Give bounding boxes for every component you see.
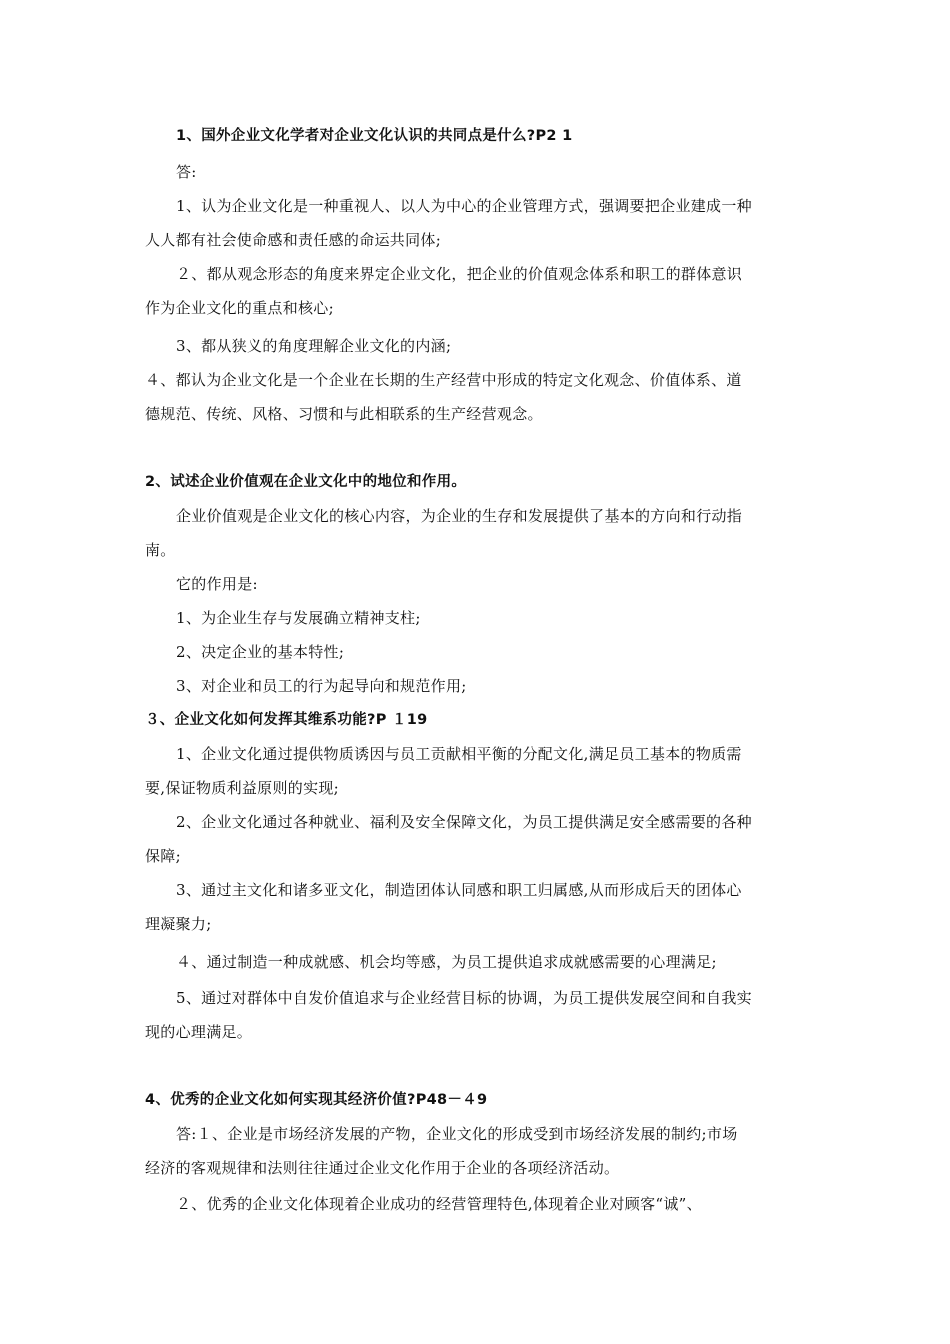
section1-p4-line2: 德规范、传统、风格、习惯和与此相联系的生产经营观念。 [145,405,543,423]
section3-title: ３、企业文化如何发挥其维系功能?P １19 [145,712,428,728]
section1-answer-label: 答: [176,163,197,181]
section3-p2-line2: 保障; [145,847,181,865]
section1-p1-line1: 1、认为企业文化是一种重视人、以人为中心的企业管理方式，强调要把企业建成一种 [176,197,752,215]
section2-role-1: 1、为企业生存与发展确立精神支柱; [176,609,421,627]
section1-p2-line1: ２、都从观念形态的角度来界定企业文化，把企业的价值观念体系和职工的群体意识 [176,265,743,283]
section2-role-label: 它的作用是: [176,575,258,593]
section4-p1-line2: 经济的客观规律和法则往往通过企业文化作用于企业的各项经济活动。 [145,1159,620,1177]
section1-title: 1、国外企业文化学者对企业文化认识的共同点是什么?P2 1 [176,128,573,144]
section4-p2-line1: ２、优秀的企业文化体现着企业成功的经营管理特色,体现着企业对顾客“诚”、 [176,1195,702,1213]
section3-p1-line1: 1、企业文化通过提供物质诱因与员工贡献相平衡的分配文化,满足员工基本的物质需 [176,745,742,763]
section4-p1-line1: 答:１、企业是市场经济发展的产物，企业文化的形成受到市场经济发展的制约;市场 [176,1125,738,1143]
section2-title: 2、试述企业价值观在企业文化中的地位和作用。 [145,474,467,490]
section2-role-2: 2、决定企业的基本特性; [176,643,345,661]
section2-intro-line1: 企业价值观是企业文化的核心内容，为企业的生存和发展提供了基本的方向和行动指 [176,507,743,525]
section1-p4-line1: ４、都认为企业文化是一个企业在长期的生产经营中形成的特定文化观念、价值体系、道 [145,371,742,389]
section3-p5-line2: 现的心理满足。 [145,1023,253,1041]
section4-title: 4、优秀的企业文化如何实现其经济价值?P48－４9 [145,1092,488,1108]
section2-role-3: 3、对企业和员工的行为起导向和规范作用; [176,677,467,695]
section2-intro-line2: 南。 [145,541,176,559]
section1-p1-line2: 人人都有社会使命感和责任感的命运共同体; [145,231,442,249]
section3-p4: ４、通过制造一种成就感、机会均等感，为员工提供追求成就感需要的心理满足; [176,953,717,971]
section3-p2-line1: 2、企业文化通过各种就业、福利及安全保障文化，为员工提供满足安全感需要的各种 [176,813,752,831]
section3-p5-line1: 5、通过对群体中自发价值追求与企业经营目标的协调，为员工提供发展空间和自我实 [176,989,752,1007]
section3-p3-line2: 理凝聚力; [145,915,212,933]
section1-p2-line2: 作为企业文化的重点和核心; [145,299,334,317]
section3-p1-line2: 要,保证物质利益原则的实现; [145,779,340,797]
section3-p3-line1: 3、通过主文化和诸多亚文化，制造团体认同感和职工归属感,从而形成后天的团体心 [176,881,742,899]
section1-p3: 3、都从狭义的角度理解企业文化的内涵; [176,337,452,355]
